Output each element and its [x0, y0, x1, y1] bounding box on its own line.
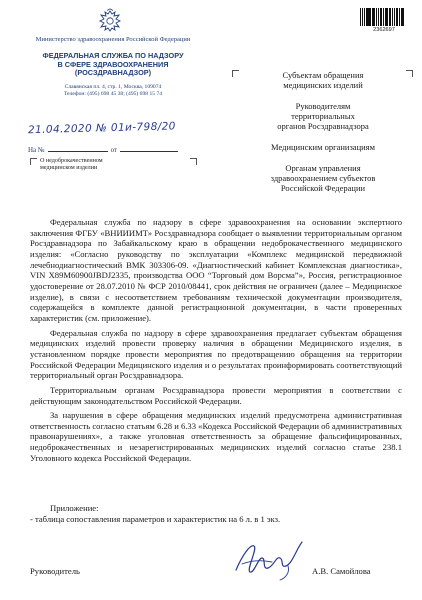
number-blank — [48, 145, 108, 152]
addressee-1-line-1: Субъектам обращения — [282, 70, 364, 80]
about-corner-left — [30, 158, 37, 165]
service-name — [28, 52, 198, 78]
attachment-item: - таблица сопоставления параметров и характеристик на 6 л. в 1 экз. — [30, 514, 281, 524]
attachment-label: Приложение: — [50, 503, 99, 513]
addressee-4-line-3: Российской Федерации — [280, 183, 366, 194]
letterhead-address — [28, 84, 198, 98]
barcode-bar — [378, 8, 380, 26]
reference-number-line — [28, 145, 198, 154]
addressee-3-line-1: Медицинским организациям — [271, 142, 375, 152]
barcode-number: 2362697 — [373, 27, 395, 33]
barcode-bar — [367, 8, 369, 26]
addressee-1-line-2: медицинских изделий — [283, 80, 363, 91]
subject-caption — [40, 158, 180, 173]
addressee-2 — [238, 101, 408, 132]
barcode-bar — [362, 8, 364, 26]
date-label: от — [110, 146, 118, 154]
service-line-2: В СФЕРЕ ЗДРАВООХРАНЕНИЯ — [57, 59, 169, 69]
paragraph-4: За нарушения в сфере обращения медицинских изделий предусмотрена административная ответственность согласно статьям 6.28 и 6.33 «Кодекса Российской Федерации об административных правонарушениях», а также уголовная ответственность за обращение фальсифицированных, недоброкачественных и незарегистрированных медицинских изделий согласно статье 238.1 Уголовного кодекса Российской Федерации. — [30, 410, 402, 463]
about-line-2: медицинском изделии — [40, 165, 98, 172]
paragraph-3: Территориальным органам Росздравнадзора провести мероприятия в соответствии с действующим законодательством Российской Федерации. — [30, 384, 402, 406]
letter-body — [30, 217, 402, 467]
addressee-2-line-1: Руководителям — [295, 101, 351, 111]
ministry-name: Министерство здравоохранения Российской Федерации — [35, 36, 191, 43]
signature-mark — [228, 536, 308, 582]
barcode-bar — [396, 8, 398, 26]
date-blank — [120, 145, 178, 152]
service-line-1: ФЕДЕРАЛЬНАЯ СЛУЖБА ПО НАДЗОРУ — [42, 51, 184, 60]
emblem-icon — [97, 8, 123, 34]
addressee-2-line-2: территориальных — [291, 111, 355, 122]
about-line-1: О недоброкачественном — [40, 158, 103, 164]
addressee-1 — [238, 70, 408, 90]
paragraph-2: Федеральная служба по надзору в сфере здравоохранения предлагает субъектам обращения медицинских изделий провести проверку наличия в обращении Медицинского изделия, в установленном порядке провести мероприятия по предотвращению обращения на территории Российской Федерации Медицинского изделия и о результатах проинформировать соответствующий территориальный орган Росздравнадзора. — [30, 327, 402, 381]
about-corner-right — [190, 158, 197, 165]
barcode-bar — [372, 8, 374, 26]
barcode-bar — [402, 8, 404, 26]
signatory-role: Руководитель — [30, 566, 80, 576]
addressee-4-line-2: здравоохранением субъектов — [270, 173, 376, 184]
paragraph-1: Федеральная служба по надзору в сфере здравоохранения на основании экспертного заключения ФГБУ «ВНИИИМТ» Росздравнадзора сообщает о выявлении территориальным органом Росздравнадзора по Забайкальскому краю в обращении недоброкачественного медицинского изделия: «Согласно руководству по эксплуатации «Комплекс медицинской передвижной лечебнодиагностический ВМК 303306-09. «Диагностический кабинет Комплексная диагностика», VIN X89M60900JBDJ2335, производства ООО “Торговый дом Ворсма”», Россия, регистрационное удостоверение от 28.07.2010 № ФСР 2010/08441, срок действия не ограничен (далее – Медицинское изделие), в связи с несоответствием требованиям технической документации производителя, содержащейся в комплекте данной регистрационной документации, в части проверенных характеристик (см. приложение). — [30, 217, 402, 323]
addressee-4 — [238, 163, 408, 194]
addressee-2-line-3: органов Росздравнадзора — [277, 121, 369, 132]
handwritten-reference: 21.04.2020 № 01и-798/20 — [27, 120, 176, 137]
addressee-3 — [238, 142, 408, 152]
address-line-1: Славянская пл. 4, стр. 1, Москва, 109074 — [64, 84, 162, 90]
barcode-bar — [386, 8, 388, 26]
addressee-4-line-1: Органам управления — [285, 163, 361, 173]
signatory-name: А.В. Самойлова — [312, 566, 371, 576]
barcode-bar — [392, 8, 394, 26]
address-line-2: Телефон: (495) 698 45 38; (495) 698 15 74 — [63, 91, 163, 97]
barcode — [360, 8, 408, 26]
barcode-bar — [380, 8, 382, 26]
number-label: На № — [28, 146, 45, 154]
service-line-3: (РОСЗДРАВНАДЗОР) — [74, 68, 152, 78]
attachment-block — [30, 503, 402, 525]
